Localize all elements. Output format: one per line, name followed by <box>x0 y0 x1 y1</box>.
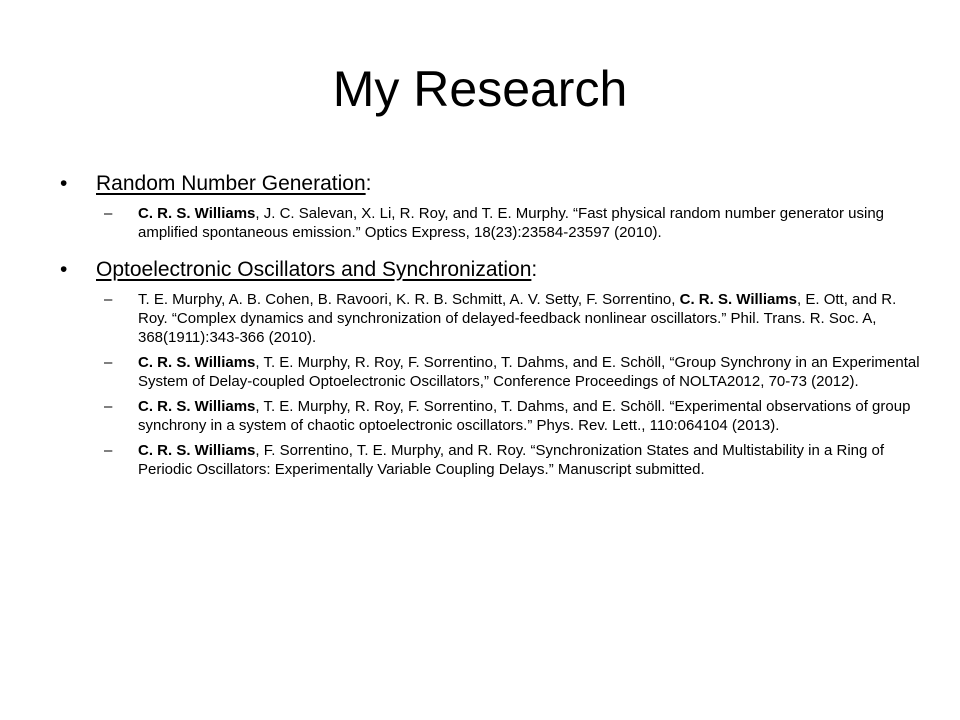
reference-highlight-author: C. R. S. Williams <box>138 442 256 459</box>
reference-highlight-author: C. R. S. Williams <box>138 398 256 415</box>
reference-text: , T. E. Murphy, R. Roy, F. Sorrentino, T. Dahms, and E. Schöll, “Group Synchrony in an Experimental System of Delay-coupled Optoelectronic Oscillators,” Conference Proceedings of NOLTA2012, 70-73 (2012). <box>138 354 920 390</box>
reference-text: , E. Ott, and R. Roy. “Complex dynamics and synchronization of delayed-feedback nonlinear oscillators.” Phil. Trans. R. Soc. A, 368(1911):343-366 (2010). <box>138 291 897 346</box>
topic-optoelectronic-oscillators <box>60 256 920 284</box>
topic-heading-colon: : <box>531 258 538 281</box>
topic-heading: Random Number Generation <box>96 172 366 195</box>
reference-list <box>60 204 920 242</box>
reference-list <box>60 290 920 479</box>
reference-item <box>60 353 920 391</box>
dash-icon: – <box>104 205 113 222</box>
slide-content <box>60 170 920 493</box>
topic-random-number-generation <box>60 170 920 198</box>
dash-icon: – <box>104 442 113 459</box>
topic-heading-colon: : <box>365 172 372 195</box>
reference-item <box>60 290 920 347</box>
reference-highlight-author: C. R. S. Williams <box>679 291 798 308</box>
reference-item <box>60 204 920 242</box>
bullet-icon: • <box>60 258 68 281</box>
dash-icon: – <box>104 354 113 371</box>
reference-text: , J. C. Salevan, X. Li, R. Roy, and T. E. Murphy. “Fast physical random number generator using amplified spontaneous emission.” Optics Express, 18(23):23584-23597 (2010). <box>138 205 885 241</box>
reference-highlight-author: C. R. S. Williams <box>138 354 256 371</box>
reference-text: , T. E. Murphy, R. Roy, F. Sorrentino, T. Dahms, and E. Schöll. “Experimental observations of group synchrony in a system of chaotic optoelectronic oscillators.” Phys. Rev. Lett., 110:064104 (2013). <box>138 398 911 434</box>
reference-item <box>60 397 920 435</box>
dash-icon: – <box>104 398 113 415</box>
reference-text: , F. Sorrentino, T. E. Murphy, and R. Roy. “Synchronization States and Multistability in a Ring of Periodic Oscillators: Experimentally Variable Coupling Delays.” Manuscript submitted. <box>138 442 885 478</box>
bullet-icon: • <box>60 172 68 195</box>
dash-icon: – <box>104 291 113 308</box>
slide-title: My Research <box>332 61 628 117</box>
reference-highlight-author: C. R. S. Williams <box>138 205 256 222</box>
reference-authors-pre: T. E. Murphy, A. B. Cohen, B. Ravoori, K. R. B. Schmitt, A. V. Setty, F. Sorrentino, <box>138 291 680 308</box>
topic-heading: Optoelectronic Oscillators and Synchronization <box>96 258 532 281</box>
reference-item <box>60 441 920 479</box>
